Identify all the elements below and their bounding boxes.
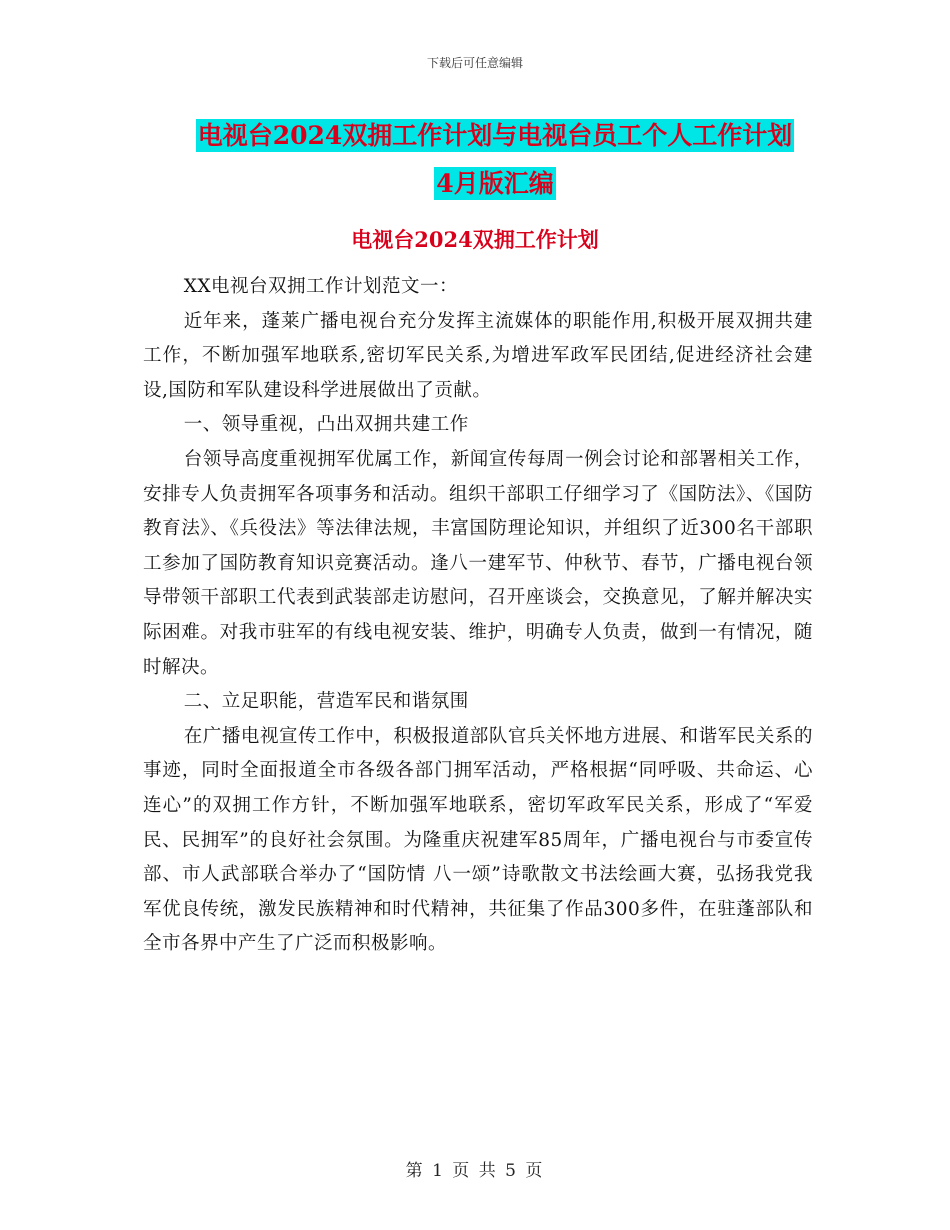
paragraph: 台领导高度重视拥军优属工作，新闻宣传每周一例会讨论和部署相关工作，安排专人负责拥军各项事务和活动。组织干部职工仔细学习了《国防法》、《国防教育法》、《兵役法》等法律法规，丰富国防理论知识，并组织了近300名干部职工参加了国防教育知识竞赛活动。逢八一建军节、仲秋节、春节，广播电视台领导带领干部职工代表到武装部走访慰问，召开座谈会，交换意见，了解并解决实际困难。对我市驻军的有线电视安装、维护，明确专人负责，做到一有情况，随时解决。 <box>143 448 813 678</box>
document-title-line2: 4月版汇编 <box>436 169 554 198</box>
section-heading-2: 二、立足职能，营造军民和谐氛围 <box>183 691 469 713</box>
document-title-line1: 电视台2024双拥工作计划与电视台员工个人工作计划 <box>197 121 793 150</box>
section-title: 电视台2024双拥工作计划 <box>351 227 599 252</box>
paragraph: 近年来，蓬莱广播电视台充分发挥主流媒体的职能作用,积极开展双拥共建工作，不断加强军地联系,密切军民关系,为增进军政军民团结,促进经济社会建设,国防和军队建设科学进展做出了贡献。 <box>143 310 813 401</box>
page-number: 第 1 页 共 5 页 <box>405 1161 545 1181</box>
section-heading-1: 一、领导重视，凸出双拥共建工作 <box>183 414 469 436</box>
paragraph: 在广播电视宣传工作中，积极报道部队官兵关怀地方进展、和谐军民关系的事迹，同时全面报道全市各级各部门拥军活动，严格根据“同呼吸、共命运、心连心”的双拥工作方针，不断加强军地联系，密切军政军民关系，形成了“军爱民、民拥军”的良好社会氛围。为隆重庆祝建军85周年，广播电视台与市委宣传部、市人武部联合举办了“国防情 八一颂”诗歌散文书法绘画大赛，弘扬我党我军优良传统，激发民族精神和时代精神，共征集了作品300多件，在驻蓬部队和全市各界中产生了广泛而积极影响。 <box>143 725 813 955</box>
header-note: 下载后可任意编辑 <box>426 56 523 70</box>
document-title <box>150 112 840 208</box>
paragraph-intro: XX电视台双拥工作计划范文一： <box>183 276 459 297</box>
document-body <box>143 270 813 962</box>
